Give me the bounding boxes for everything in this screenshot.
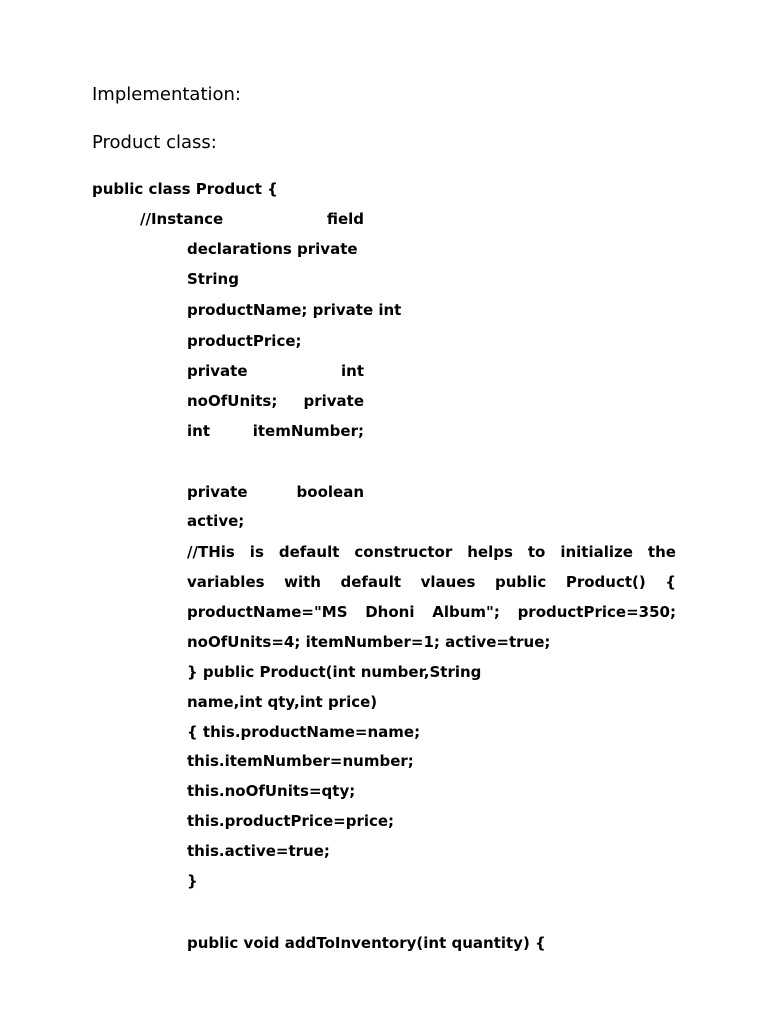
code-line: this.active=true; <box>187 842 330 860</box>
code-word: private <box>187 483 248 501</box>
code-line: this.productPrice=price; <box>187 812 395 830</box>
code-word: productName="MS <box>187 603 348 621</box>
code-line: name,int qty,int price) <box>187 693 378 711</box>
code-line <box>187 572 676 592</box>
code-word: helps <box>467 543 513 561</box>
code-word: the <box>647 543 676 561</box>
code-line: productName; private int <box>187 301 402 319</box>
code-line <box>187 361 364 381</box>
code-word: //Instance <box>140 210 224 228</box>
code-line: public void addToInventory(int quantity) { <box>187 934 546 952</box>
code-word: noOfUnits; <box>187 392 278 410</box>
code-word: vlaues <box>420 573 476 591</box>
code-word: private <box>187 362 248 380</box>
code-line: active; <box>187 512 245 530</box>
code-word: default <box>278 543 340 561</box>
code-word: to <box>527 543 546 561</box>
code-line: String <box>187 270 239 288</box>
code-line <box>187 602 676 622</box>
code-word: Dhoni <box>365 603 415 621</box>
code-word: int <box>341 362 364 380</box>
code-word: constructor <box>354 543 453 561</box>
code-word: private <box>303 392 364 410</box>
code-word: is <box>249 543 264 561</box>
code-line <box>187 542 676 562</box>
code-word: Product() <box>565 573 646 591</box>
code-line: productPrice; <box>187 332 302 350</box>
code-word: int <box>187 422 210 440</box>
code-word: initialize <box>560 543 633 561</box>
class-heading: Product class: <box>92 132 217 153</box>
code-line: public class Product { <box>92 180 278 198</box>
code-line: this.noOfUnits=qty; <box>187 782 356 800</box>
code-line <box>187 421 364 441</box>
code-word: { <box>665 573 676 591</box>
code-line: { this.productName=name; <box>187 723 421 741</box>
code-word: public <box>494 573 547 591</box>
code-word: variables <box>187 573 265 591</box>
code-word: //THis <box>187 543 235 561</box>
code-word: with <box>284 573 321 591</box>
code-word: field <box>326 210 364 228</box>
code-word: Album"; <box>432 603 500 621</box>
code-word: itemNumber; <box>252 422 364 440</box>
section-heading: Implementation: <box>92 84 241 105</box>
code-line <box>187 482 364 502</box>
code-line <box>187 391 364 411</box>
code-word: productPrice=350; <box>517 603 676 621</box>
code-line: declarations private <box>187 240 358 258</box>
code-word: boolean <box>296 483 364 501</box>
code-line: noOfUnits=4; itemNumber=1; active=true; <box>187 633 551 651</box>
code-line: } <box>187 872 198 890</box>
code-line <box>140 209 364 229</box>
code-line: } public Product(int number,String <box>187 663 482 681</box>
code-line: this.itemNumber=number; <box>187 752 414 770</box>
code-word: default <box>340 573 402 591</box>
